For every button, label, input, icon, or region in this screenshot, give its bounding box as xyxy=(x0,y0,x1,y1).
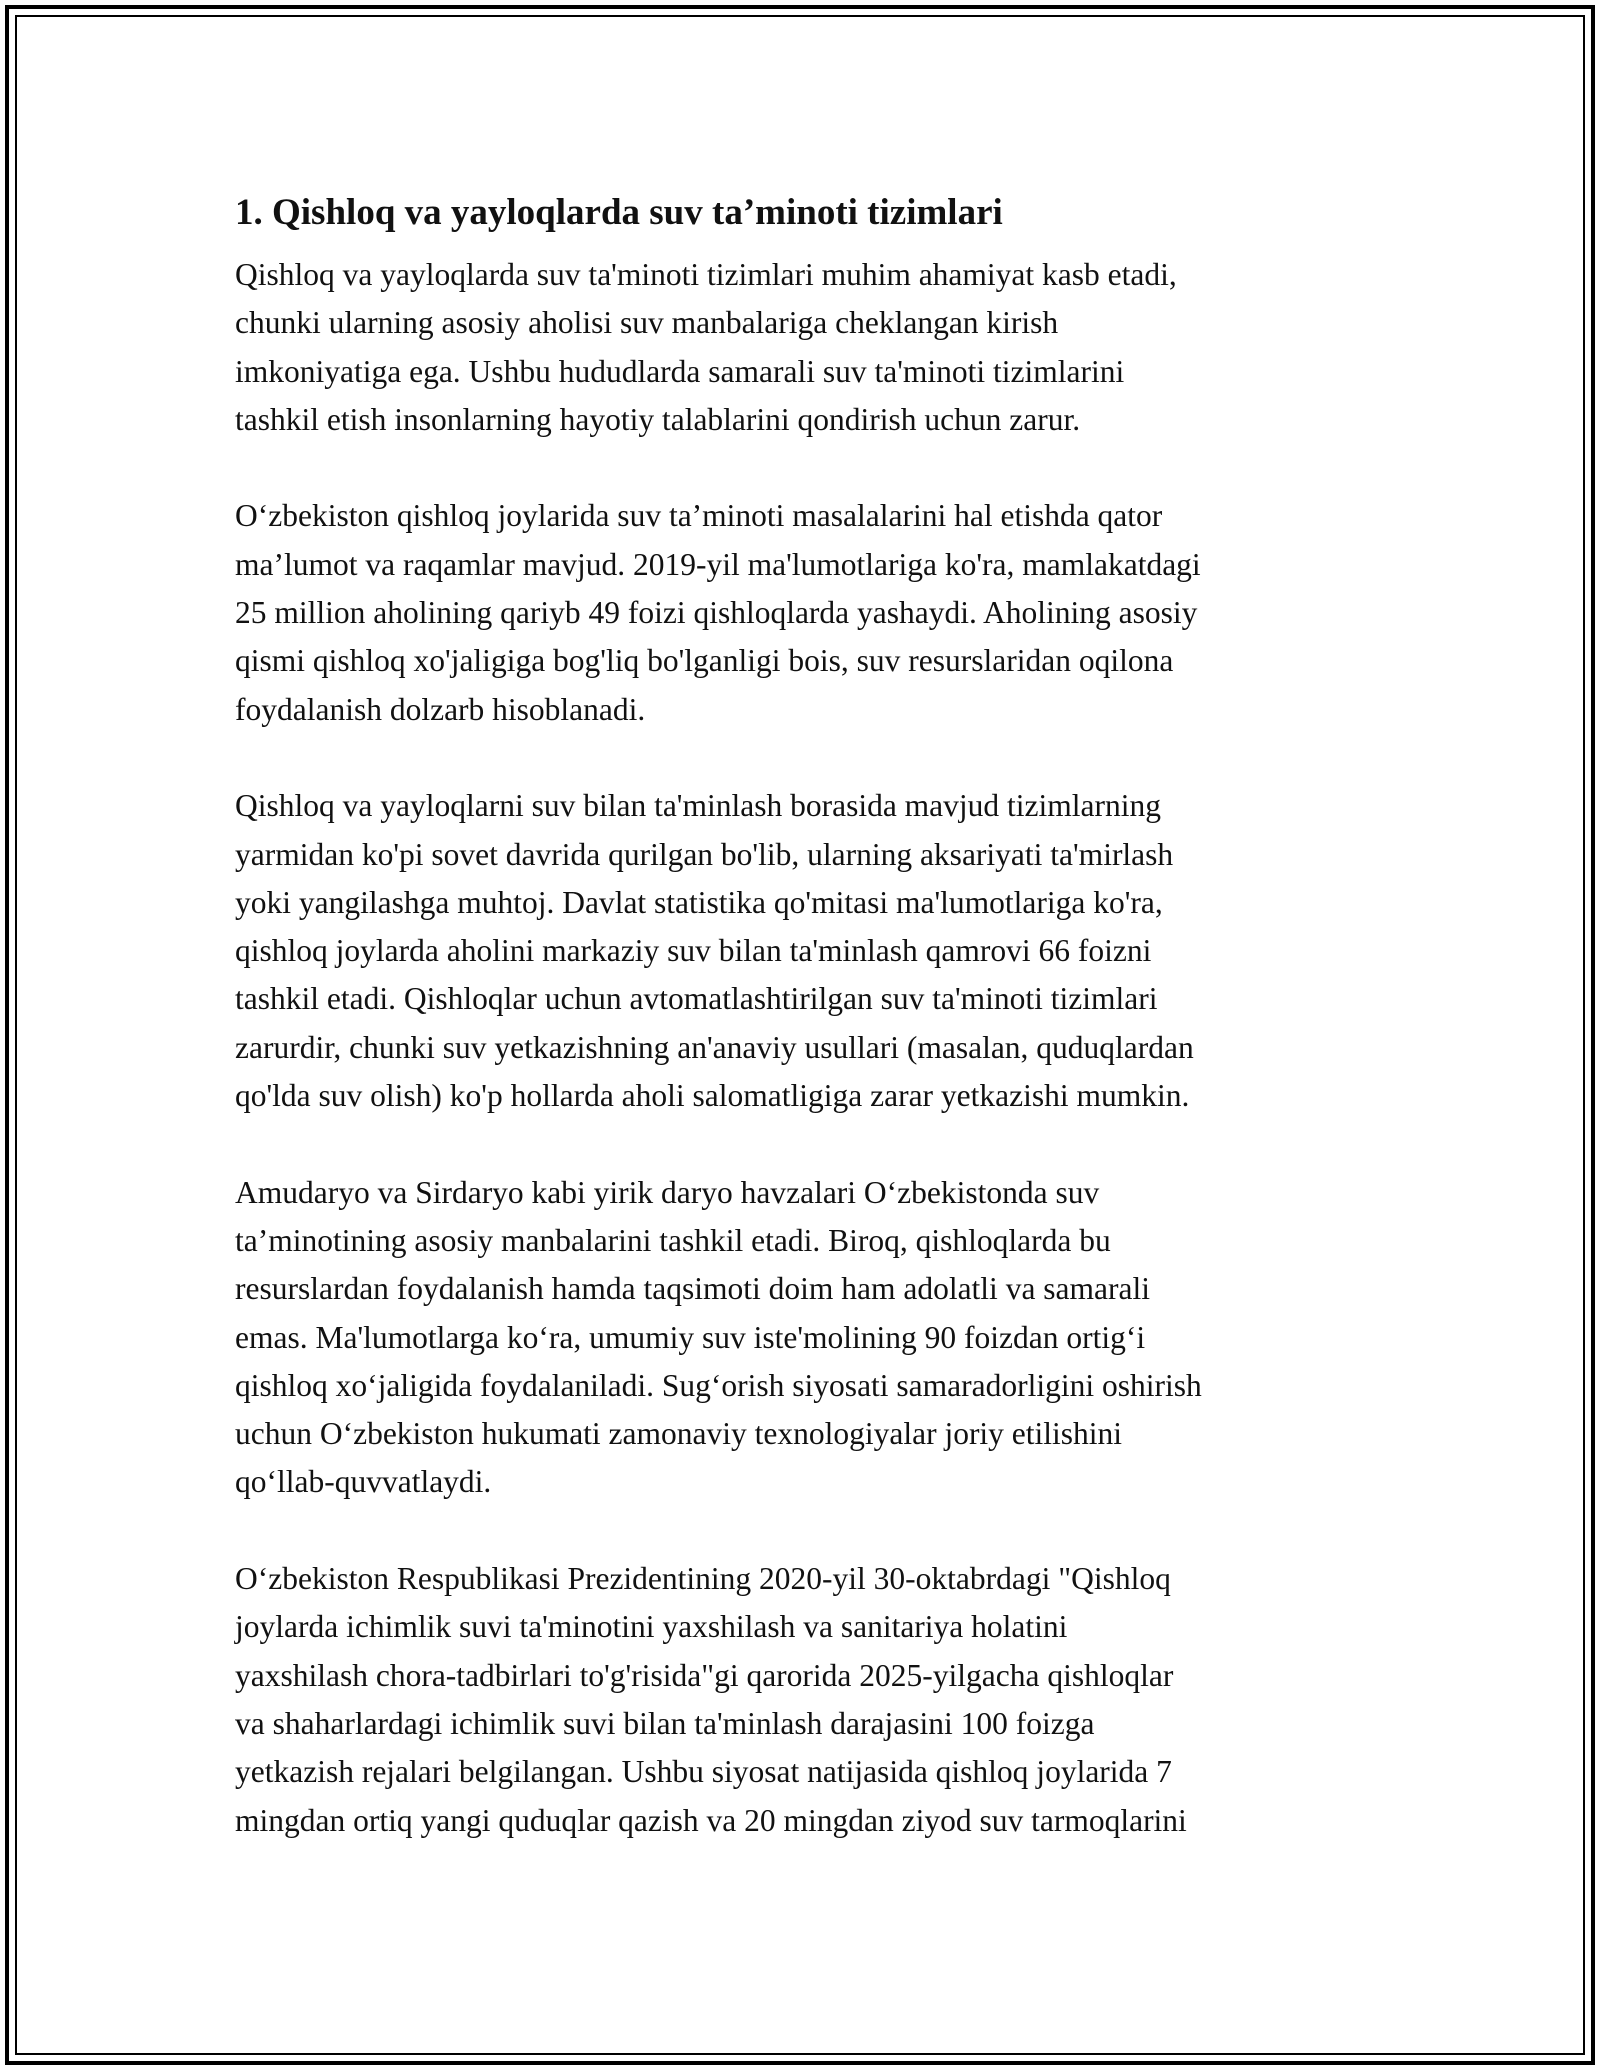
text-line: qo'lda suv olish) ko'p hollarda aholi salomatligiga zarar yetkazishi mumkin. xyxy=(235,1078,1190,1114)
paragraph-3 xyxy=(235,782,1370,1120)
text-line: yetkazish rejalari belgilangan. Ushbu siyosat natijasida qishloq joylarida 7 xyxy=(235,1754,1172,1790)
text-line: imkoniyatiga ega. Ushbu hududlarda samarali suv ta'minoti tizimlarini xyxy=(235,353,1125,389)
text-line: ma’lumot va raqamlar mavjud. 2019-yil ma'lumotlariga ko'ra, mamlakatdagi xyxy=(235,546,1201,582)
text-line: O‘zbekiston qishloq joylarida suv ta’minoti masalalarini hal etishda qator xyxy=(235,498,1163,534)
text-line: va shaharlardagi ichimlik suvi bilan ta'minlash darajasini 100 foizga xyxy=(235,1705,1095,1741)
paragraph-1 xyxy=(235,251,1370,444)
paragraph-5 xyxy=(235,1555,1370,1845)
text-line: yaxshilash chora-tadbirlari to'g'risida"gi qarorida 2025-yilgacha qishloqlar xyxy=(235,1657,1174,1693)
text-line: qishloq joylarda aholini markaziy suv bilan ta'minlash qamrovi 66 foizni xyxy=(235,933,1152,969)
text-line: Qishloq va yayloqlarda suv ta'minoti tizimlari muhim ahamiyat kasb etadi, xyxy=(235,257,1177,292)
text-line: tashkil etish insonlarning hayotiy talablarini qondirish uchun zarur. xyxy=(235,401,1081,437)
text-line: qishloq xo‘jaligida foydalaniladi. Sug‘orish siyosati samaradorligini oshirish xyxy=(235,1367,1202,1403)
text-line: resurslardan foydalanish hamda taqsimoti doim ham adolatli va samarali xyxy=(235,1271,1150,1307)
text-line: tashkil etadi. Qishloqlar uchun avtomatlashtirilgan suv ta'minoti tizimlari xyxy=(235,981,1158,1017)
text-line: Qishloq va yayloqlarni suv bilan ta'minlash borasida mavjud tizimlarning xyxy=(235,788,1162,824)
text-line: qismi qishloq xo'jaligiga bog'liq bo'lganligi bois, suv resurslaridan oqilona xyxy=(235,643,1174,679)
text-line: yoki yangilashga muhtoj. Davlat statistika qo'mitasi ma'lumotlariga ko'ra, xyxy=(235,884,1163,920)
text-line: Amudaryo va Sirdaryo kabi yirik daryo havzalari O‘zbekistonda suv xyxy=(235,1174,1100,1210)
text-line: mingdan ortiq yangi quduqlar qazish va 20 mingdan ziyod suv tarmoqlarini xyxy=(235,1802,1187,1838)
text-line: yarmidan ko'pi sovet davrida qurilgan bo'lib, ularning aksariyati ta'mirlash xyxy=(235,836,1174,872)
section-heading: 1. Qishloq va yayloqlarda suv ta’minoti tizimlari xyxy=(235,192,1003,233)
text-line: chunki ularning asosiy aholisi suv manbalariga cheklangan kirish xyxy=(235,305,1059,341)
text-line: O‘zbekiston Respublikasi Prezidentining 2020-yil 30-oktabrdagi "Qishloq xyxy=(235,1561,1171,1597)
document-body xyxy=(235,185,1370,1893)
text-line: ta’minotining asosiy manbalarini tashkil etadi. Biroq, qishloqlarda bu xyxy=(235,1222,1111,1258)
text-line: 25 million aholining qariyb 49 foizi qishloqlarda yashaydi. Aholining asosiy xyxy=(235,595,1198,631)
paragraph-4 xyxy=(235,1169,1370,1507)
paragraph-2 xyxy=(235,492,1370,733)
text-line: emas. Ma'lumotlarga ko‘ra, umumiy suv iste'molining 90 foizdan ortig‘i xyxy=(235,1319,1146,1355)
text-line: foydalanish dolzarb hisoblanadi. xyxy=(235,691,646,727)
text-line: zarurdir, chunki suv yetkazishning an'anaviy usullari (masalan, quduqlardan xyxy=(235,1029,1194,1065)
text-line: qo‘llab-quvvatlaydi. xyxy=(235,1464,492,1500)
text-line: uchun O‘zbekiston hukumati zamonaviy texnologiyalar joriy etilishini xyxy=(235,1416,1123,1452)
text-line: joylarda ichimlik suvi ta'minotini yaxshilash va sanitariya holatini xyxy=(235,1609,1068,1645)
